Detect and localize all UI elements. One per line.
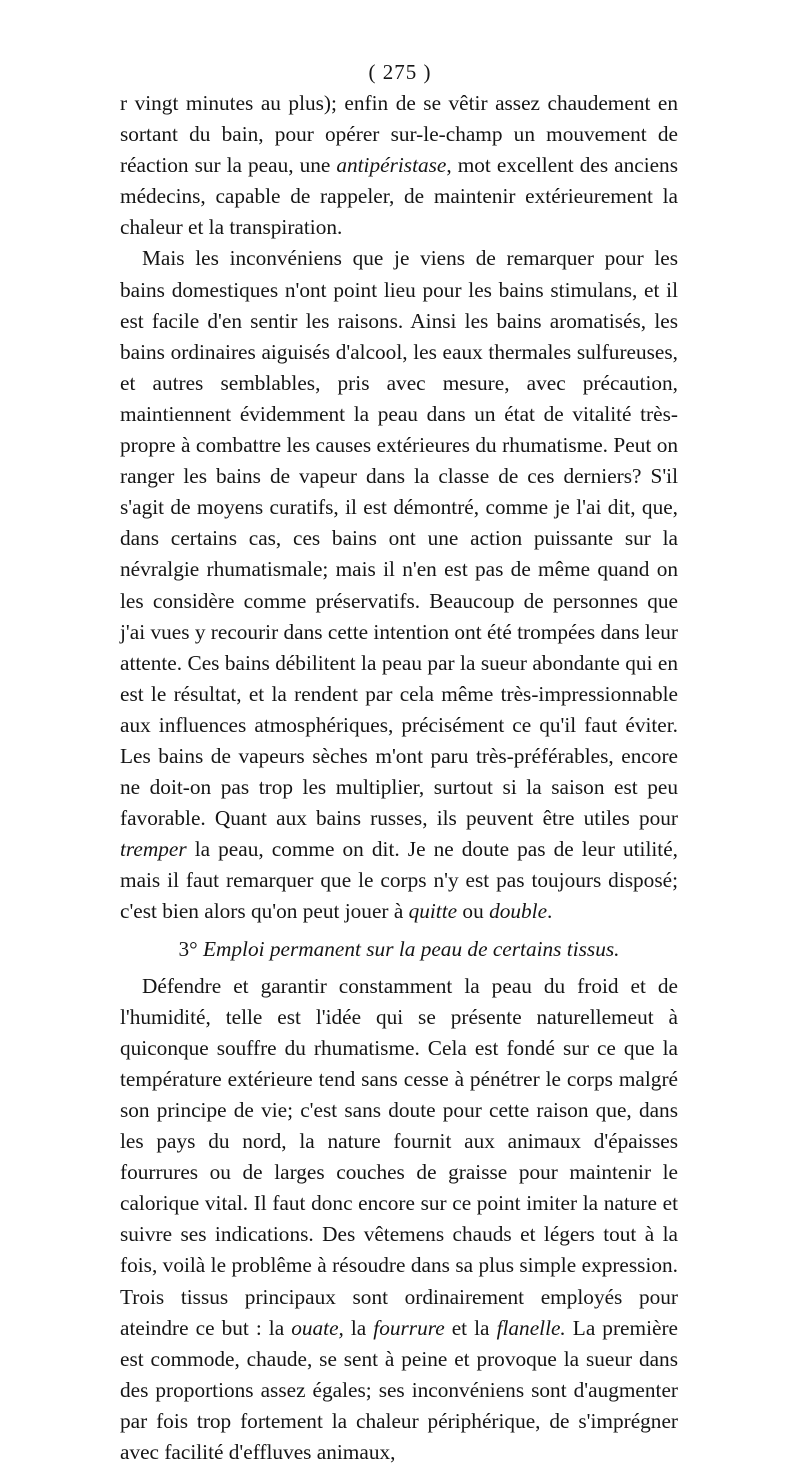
paragraph-1 (120, 88, 678, 243)
text-run: la peau, comme on dit. Je ne doute pas de leur utilité, mais il faut remarquer que le corps n'y est pas toujours disposé; c'est bien alors qu'on peut jouer à (120, 837, 678, 924)
text-run: et la (444, 1315, 497, 1340)
text-run: Mais les inconvéniens que je viens de remarquer pour les bains domestiques n'ont point lieu pour les bains stimulans, et il est facile d'en sentir les raisons. Ainsi les bains aromatisés, les bains ordinaires aiguisés d'alcool, les eaux thermales sulfureuses, et autres semblables, pris avec mesure, avec précaution, maintiennent évidemment la peau dans un état de vitalité très-propre à combattre les causes extérieures du rhumatisme. Peut on ranger les bains de vapeur dans la classe de ces derniers? S'il s'agit de moyens curatifs, il est démontré, comme je l'ai dit, que, dans certains cas, ces bains ont une action puissante sur la névralgie rhumatismale; mais il n'en est pas de même quand on les considère comme préservatifs. Beaucoup de personnes que j'ai vues y recourir dans cette intention ont été trompées dans leur attente. Ces bains débilitent la peau par la sueur abondante qui en est le résultat, et la rendent par cela même très-impressionnable aux influences atmosphériques, précisément ce qu'il faut éviter. Les bains de vapeurs sèches m'ont paru très-préférables, encore ne doit-on pas trop les multiplier, surtout si la saison est peu favorable. Quant aux bains russes, ils peuvent être utiles pour (120, 246, 678, 831)
section-title: Emploi permanent sur la peau de certains tissus. (203, 936, 620, 961)
italic-term: antipéristase (336, 153, 447, 178)
text-run: Défendre et garantir constamment la peau du froid et de l'humidité, telle est l'idée qui se présente naturellemeut à quiconque souffre du rhumatisme. Cela est fondé sur ce que la température extérieure tend sans cesse à pénétrer le corps malgré son principe de vie; c'est sans doute pour cette raison que, dans les pays du nord, la nature fournit aux animaux d'épaisses fourrures ou de larges couches de graisse pour maintenir le calorique vital. Il faut donc encore sur ce point imiter la nature et suivre ses indications. Des vêtemens chauds et légers tout à la fois, voilà le problême à résoudre dans sa plus simple expression. Trois tissus principaux sont ordinairement employés pour ateindre ce but : la (120, 973, 678, 1340)
paragraph-3 (120, 971, 678, 1468)
text-run: ou (457, 899, 490, 924)
text-run: La première est commode, chaude, se sent à peine et provoque la sueur dans des proportions assez égales; ses inconvéniens sont d'augmenter par fois trop fortement la chaleur périphérique, de s'imprégner avec facilité d'effluves animaux, (120, 1315, 678, 1465)
page-number: ( 275 ) (368, 60, 432, 84)
italic-term: ouate, (291, 1315, 344, 1340)
italic-term: double (489, 899, 548, 924)
text-run: . (547, 899, 553, 924)
paragraph-2 (120, 243, 678, 927)
section-heading (120, 934, 678, 965)
page-body (120, 88, 678, 1468)
italic-term: quitte (408, 899, 458, 924)
text-run: r vingt minutes au plus); enfin de se vêtir assez chaudement en sortant du bain, pour opérer sur-le-champ un mouvement de réaction sur la peau, une (120, 91, 678, 178)
text-run: la (343, 1315, 374, 1340)
italic-term: fourrure (373, 1315, 445, 1340)
text-run: , mot excellent des anciens médecins, capable de rappeler, de maintenir extérieurement la chaleur et la transpiration. (120, 153, 678, 240)
section-number: 3° (178, 936, 198, 961)
italic-term: tremper (120, 837, 187, 862)
italic-term: flanelle. (496, 1315, 566, 1340)
